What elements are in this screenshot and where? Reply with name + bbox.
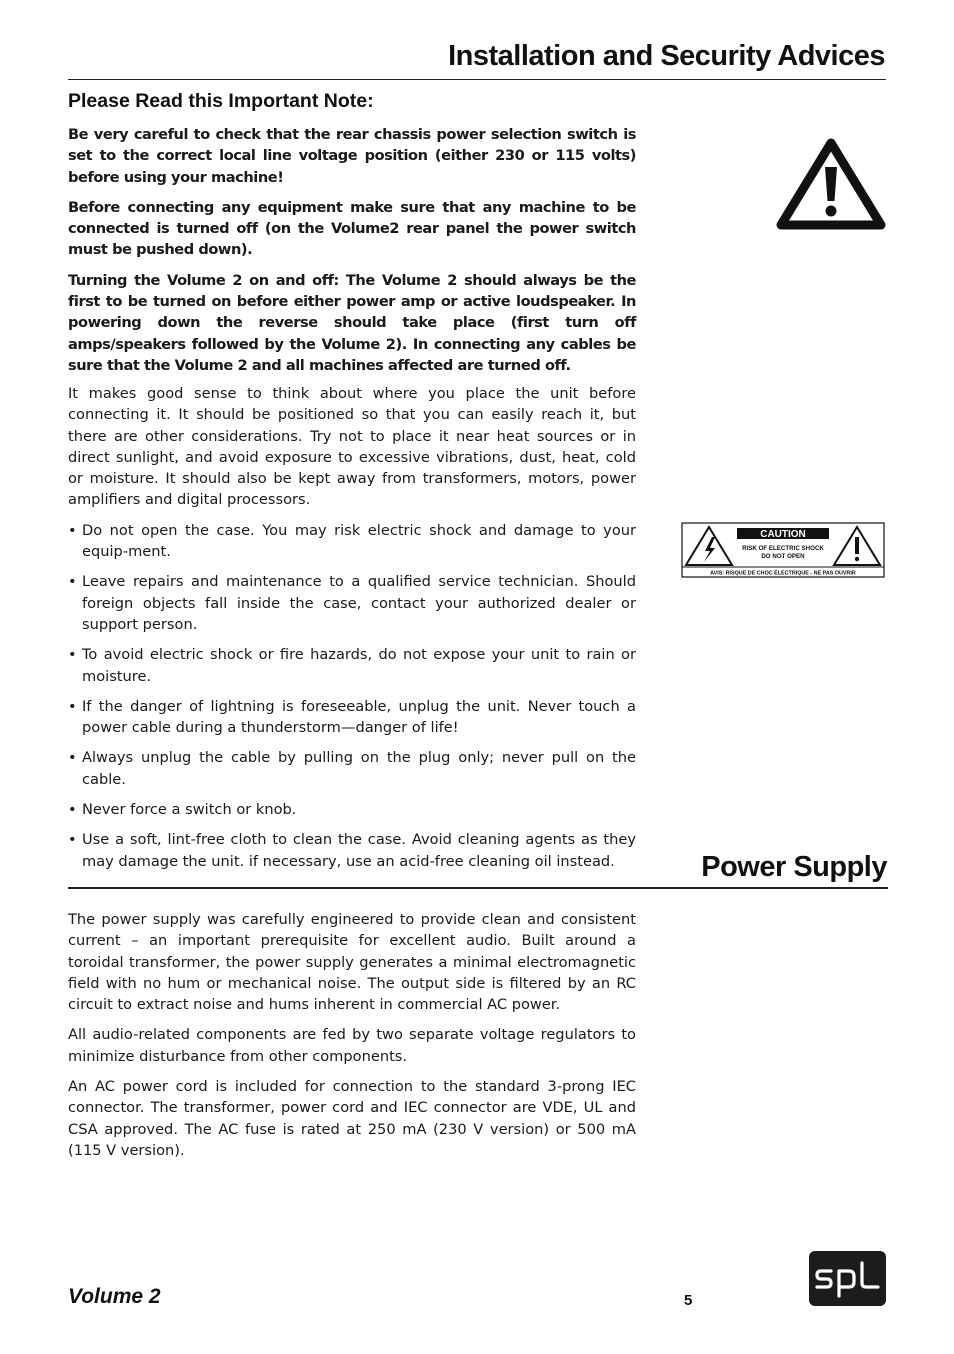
note-paragraph-1: Be very careful to check that the rear chassis power selection switch is set to the correct local line voltage position (either 230 or 115 volts) before using your machine! — [68, 126, 636, 186]
header-rule — [68, 79, 886, 80]
list-item: • If the danger of lightning is foreseeable, unplug the unit. Never touch a power cable during a thunderstorm—danger of life! — [68, 696, 636, 739]
caution-line-2: DO NOT OPEN — [761, 553, 805, 560]
footer-model-name: Volume 2 — [68, 1285, 161, 1308]
list-item: • Never force a switch or knob. — [68, 799, 636, 820]
power-supply-heading: Power Supply — [701, 851, 887, 883]
important-note-body — [68, 124, 636, 385]
power-paragraph-2: All audio-related components are fed by two separate voltage regulators to minimize disturbance from other components. — [68, 1026, 636, 1065]
list-item: • Always unplug the cable by pulling on the plug only; never pull on the cable. — [68, 747, 636, 790]
caution-footer-text: AVIS: RISQUE DE CHOC ÉLECTRIQUE - NE PAS OUVRIR — [710, 570, 856, 577]
spl-logo — [809, 1251, 886, 1306]
list-item: • Do not open the case. You may risk electric shock and damage to your equip-ment. — [68, 520, 636, 563]
power-paragraph-3: An AC power cord is included for connection to the standard 3-prong IEC connector. The transformer, power cord and IEC connector are VDE, UL and CSA approved. The AC fuse is rated at 250 mA (230 V version) or 500 mA (115 V version). — [68, 1078, 636, 1159]
list-item: • Leave repairs and maintenance to a qualified service technician. Should foreign objects fall inside the case, contact your authorized dealer or support person. — [68, 571, 636, 635]
page-title: Installation and Security Advices — [448, 40, 885, 72]
list-item: • To avoid electric shock or fire hazards, do not expose your unit to rain or moisture. — [68, 644, 636, 687]
note-paragraph-2: Before connecting any equipment make sure that any machine to be connected is turned off (on the Volume2 rear panel the power switch must be pushed down). — [68, 198, 636, 259]
list-item: • Use a soft, lint-free cloth to clean the case. Avoid cleaning agents as they may damage the unit. if necessary, use an acid-free cleaning oil instead. — [68, 829, 636, 872]
warning-triangle-icon — [775, 137, 887, 231]
important-note-heading: Please Read this Important Note: — [68, 90, 374, 112]
note-paragraph-3: Turning the Volume 2 on and off: The Volume 2 should always be the first to be turned on before either power amp or active loudspeaker. In powering down the reverse should take place (first turn off amps/speakers followed by the Volume 2). In connecting any cables be sure that the Volume 2 and all machines affected are turned off. — [68, 271, 636, 374]
placement-paragraph: It makes good sense to think about where you place the unit before connecting it. It should be positioned so that you can easily reach it, but there are other considerations. Try not to place it near heat sources or in direct sunlight, and avoid exposure to excessive vibrations, dust, heat, cold or moisture. It should also be kept away from transformers, motors, power amplifiers and digital processors. — [68, 385, 636, 509]
power-supply-body — [68, 909, 636, 1170]
caution-line-1: RISK OF ELECTRIC SHOCK — [742, 545, 824, 552]
safety-bullet-list — [68, 520, 636, 872]
section-rule — [68, 887, 888, 889]
caution-title: CAUTION — [760, 529, 806, 540]
caution-label — [681, 522, 885, 578]
power-paragraph-1: The power supply was carefully engineered to provide clean and consistent current – an important prerequisite for excellent audio. Built around a toroidal transformer, the power supply generates a minimal electromagnetic field with no hum or mechanical noise. The output side is filtered by an RC circuit to extract noise and hums inherent in commercial AC power. — [68, 911, 636, 1014]
page-number: 5 — [684, 1292, 693, 1309]
placement-section — [68, 383, 636, 881]
